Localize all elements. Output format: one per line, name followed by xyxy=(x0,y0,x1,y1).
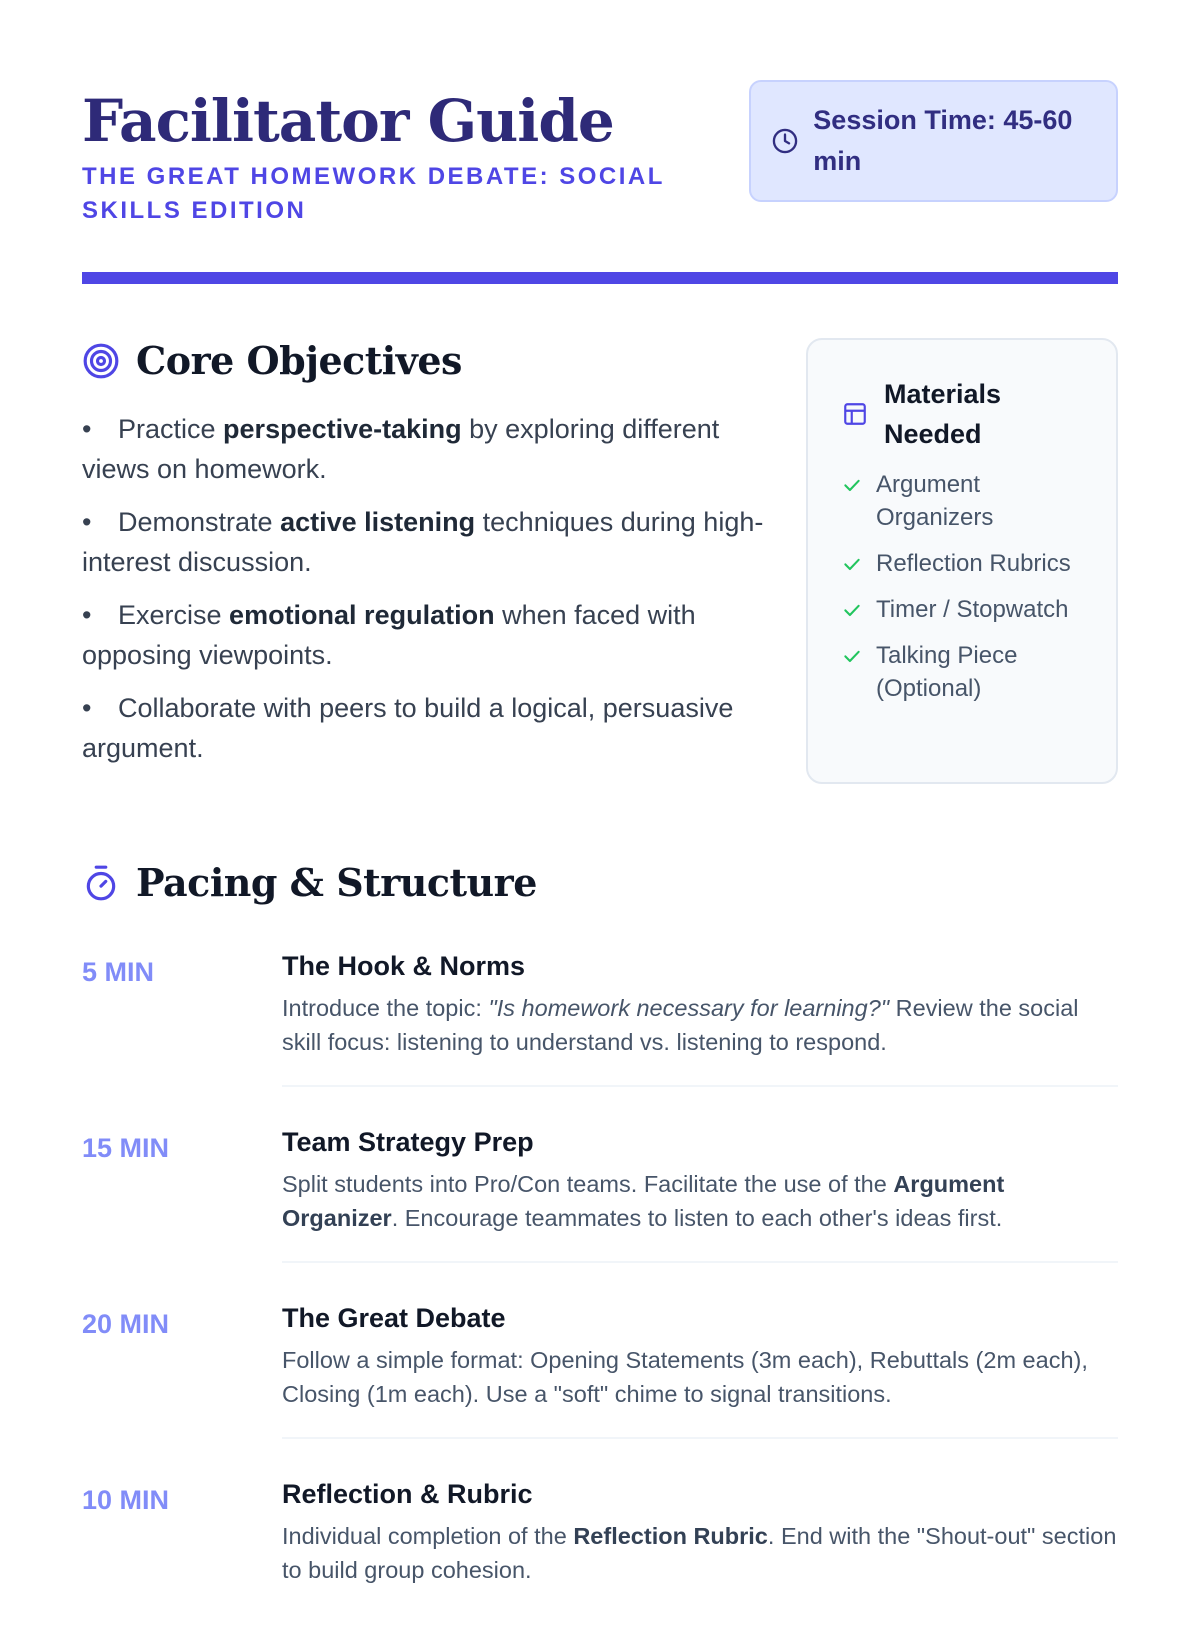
material-item xyxy=(842,547,1090,580)
material-item xyxy=(842,468,1090,534)
pacing-item-description xyxy=(282,1519,1118,1587)
pacing-item xyxy=(82,1301,1118,1477)
pacing-duration: 5 MIN xyxy=(82,957,155,987)
description-segment: Reflection Rubric xyxy=(573,1523,768,1549)
objective-keyword: perspective-taking xyxy=(223,414,462,444)
check-icon xyxy=(842,646,862,666)
description-segment: Review the social skill focus: listening to understand vs. listening to respond. xyxy=(282,995,1079,1055)
pacing-body xyxy=(282,1301,1118,1439)
pacing-item-description xyxy=(282,1343,1118,1411)
check-icon xyxy=(842,554,862,574)
pacing-body xyxy=(282,949,1118,1087)
pacing-item-description xyxy=(282,1167,1118,1235)
description-segment: Follow a simple format: Opening Statements (3m each), Rebuttals (2m each), Closing (1m each). Use a "soft" chime to signal transitions. xyxy=(282,1347,1088,1407)
material-label: Reflection Rubrics xyxy=(876,550,1071,577)
objectives-list xyxy=(82,409,782,768)
core-objectives-heading xyxy=(82,338,782,383)
core-objectives-title: Core Objectives xyxy=(136,338,462,383)
session-time-text: Session Time: 45-60 min xyxy=(813,105,1073,176)
pacing-heading xyxy=(82,860,1118,905)
pacing-item-title: Team Strategy Prep xyxy=(282,1127,534,1157)
pacing-item-title: The Hook & Norms xyxy=(282,951,526,981)
pacing-item-description xyxy=(282,991,1118,1059)
session-time-badge xyxy=(749,80,1118,202)
stopwatch-icon xyxy=(82,864,120,902)
target-icon xyxy=(82,342,120,380)
material-item xyxy=(842,639,1090,705)
materials-heading xyxy=(842,374,1090,454)
pacing-item-title: Reflection & Rubric xyxy=(282,1479,533,1509)
objective-text: by exploring different views on homework. xyxy=(82,414,720,484)
description-segment: "Is homework necessary for learning?" xyxy=(488,995,890,1021)
objective-item xyxy=(82,595,782,675)
description-segment: Introduce the topic: xyxy=(282,995,489,1021)
pacing-item xyxy=(82,1477,1118,1651)
core-objectives-section xyxy=(82,338,782,784)
material-label: Talking Piece (Optional) xyxy=(876,642,1018,702)
objective-keyword: active listening xyxy=(280,507,476,537)
objective-text: Demonstrate xyxy=(118,507,281,537)
material-item xyxy=(842,593,1090,626)
objective-text: techniques during high-interest discussion. xyxy=(82,507,764,577)
materials-list xyxy=(842,468,1090,705)
bullet: • xyxy=(82,507,92,537)
bullet: • xyxy=(82,693,92,723)
header xyxy=(82,80,1118,228)
pacing-body xyxy=(282,1125,1118,1263)
objective-text: Practice xyxy=(118,414,224,444)
pacing-title: Pacing & Structure xyxy=(136,860,537,905)
pacing-list xyxy=(82,949,1118,1651)
objective-item xyxy=(82,688,782,768)
bullet: • xyxy=(82,414,92,444)
materials-title: Materials Needed xyxy=(884,379,1002,449)
objective-text: when faced with opposing viewpoints. xyxy=(82,600,696,670)
objective-keyword: emotional regulation xyxy=(229,600,495,630)
objective-item xyxy=(82,409,782,489)
pacing-item-title: The Great Debate xyxy=(282,1303,506,1333)
bullet: • xyxy=(82,600,92,630)
header-divider xyxy=(82,272,1118,284)
description-segment: . Encourage teammates to listen to each other's ideas first. xyxy=(391,1205,1003,1231)
title-block xyxy=(82,80,749,228)
description-segment: Individual completion of the xyxy=(282,1523,574,1549)
description-segment: Split students into Pro/Con teams. Facilitate the use of the xyxy=(282,1171,894,1197)
pacing-section xyxy=(82,860,1118,1651)
page-subtitle: THE GREAT HOMEWORK DEBATE: SOCIAL SKILLS EDITION xyxy=(82,163,665,224)
objectives-row xyxy=(82,338,1118,784)
pacing-duration: 20 MIN xyxy=(82,1309,170,1339)
check-icon xyxy=(842,600,862,620)
objective-text: Exercise xyxy=(118,600,230,630)
objective-item xyxy=(82,502,782,582)
pacing-item xyxy=(82,1125,1118,1301)
pacing-body xyxy=(282,1477,1118,1613)
pacing-duration: 10 MIN xyxy=(82,1485,170,1515)
pacing-item xyxy=(82,949,1118,1125)
page-title: Facilitator Guide xyxy=(82,87,614,155)
layout-icon xyxy=(842,401,868,427)
material-label: Argument Organizers xyxy=(876,471,994,531)
description-segment: Argument Organizer xyxy=(282,1171,1005,1231)
material-label: Timer / Stopwatch xyxy=(876,596,1069,623)
materials-card xyxy=(806,338,1118,784)
objective-text: Collaborate with peers to build a logical, persuasive argument. xyxy=(82,693,734,763)
description-segment: . End with the "Shout-out" section to build group cohesion. xyxy=(282,1523,1117,1583)
check-icon xyxy=(842,475,862,495)
pacing-duration: 15 MIN xyxy=(82,1133,170,1163)
clock-icon xyxy=(771,127,799,155)
